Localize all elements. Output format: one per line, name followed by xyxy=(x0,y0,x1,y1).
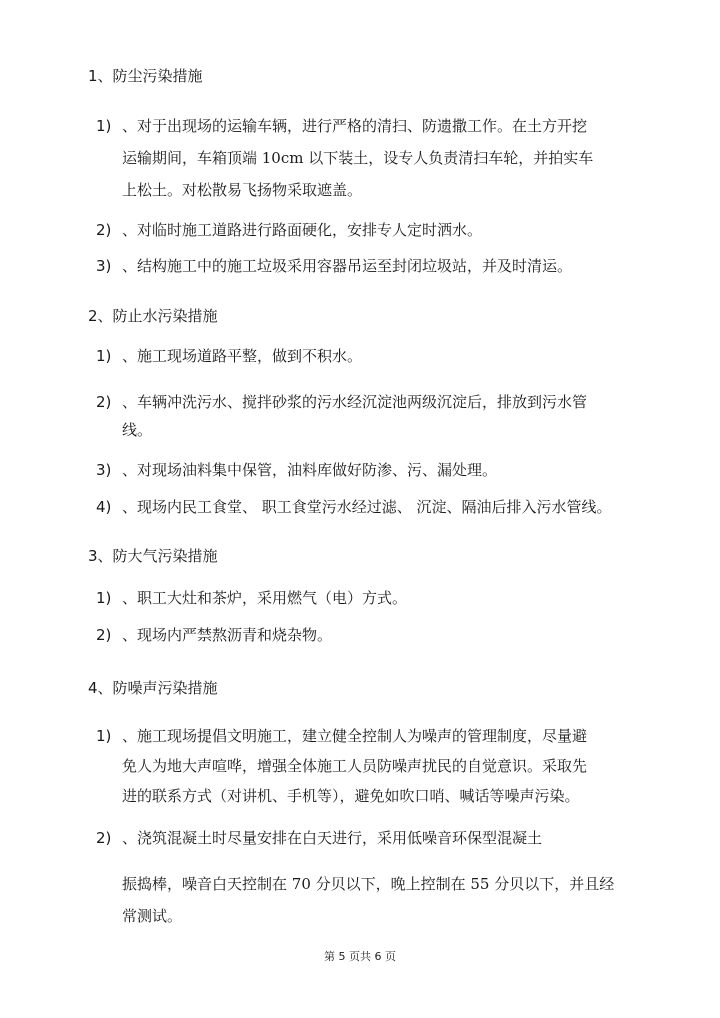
item-text-line: 、施工现场道路平整，做到不积水。 xyxy=(122,347,363,365)
item-number: 1) xyxy=(96,589,112,607)
item-text-line: 上松土。对松散易飞扬物采取遮盖。 xyxy=(122,181,363,199)
item-text-line: 线。 xyxy=(122,421,153,439)
item-text-line: 进的联系方式（对讲机、手机等），避免如吹口哨、喊话等噪声污染。 xyxy=(122,787,580,805)
item-number: 1) xyxy=(96,117,112,135)
item-text-line: 、对于出现场的运输车辆，进行严格的清扫、防遗撒工作。在土方开挖 xyxy=(122,117,588,135)
item-number: 2) xyxy=(96,393,112,411)
item-text-line: 、施工现场提倡文明施工，建立健全控制人为噪声的管理制度，尽量避 xyxy=(122,727,588,745)
item-text-line: 、对临时施工道路进行路面硬化，安排专人定时洒水。 xyxy=(122,221,483,239)
item-text-line: 、现场内严禁熬沥青和烧杂物。 xyxy=(122,626,333,644)
item-number: 3) xyxy=(96,257,112,275)
item-number: 1) xyxy=(96,347,112,365)
item-text-line: 、现场内民工食堂、 职工食堂污水经过滤、 沉淀、隔油后排入污水管线。 xyxy=(122,498,612,516)
item-text-line: 、对现场油料集中保管，油料库做好防渗、污、漏处理。 xyxy=(122,461,498,479)
section-heading: 4、防噪声污染措施 xyxy=(88,679,218,697)
item-text-line: 、职工大灶和茶炉，采用燃气（电）方式。 xyxy=(122,589,408,607)
item-text-line: 、结构施工中的施工垃圾采用容器吊运至封闭垃圾站，并及时清运。 xyxy=(122,257,573,275)
item-number: 1) xyxy=(96,727,112,745)
item-text-line: 、浇筑混凝土时尽量安排在白天进行，采用低噪音环保型混凝土 xyxy=(122,829,543,847)
item-text-line: 免人为地大声喧哗，增强全体施工人员防噪声扰民的自觉意识。采取先 xyxy=(122,757,588,775)
item-text-line: 常测试。 xyxy=(122,907,183,925)
section-heading: 3、防大气污染措施 xyxy=(88,547,218,565)
item-number: 3) xyxy=(96,461,112,479)
item-number: 2) xyxy=(96,626,112,644)
section-heading: 1、防尘污染措施 xyxy=(88,67,203,85)
page-footer: 第 5 页共 6 页 xyxy=(324,950,396,963)
item-text-line: 振捣棒，噪音白天控制在 70 分贝以下，晚上控制在 55 分贝以下，并且经 xyxy=(122,875,615,893)
item-text-line: 、车辆冲洗污水、搅拌砂浆的污水经沉淀池两级沉淀后，排放到污水管 xyxy=(122,393,588,411)
item-number: 2) xyxy=(96,829,112,847)
section-heading: 2、防止水污染措施 xyxy=(88,307,218,325)
item-text-line: 运输期间，车箱顶端 10cm 以下装土，设专人负责清扫车轮，并拍实车 xyxy=(122,149,594,167)
item-number: 2) xyxy=(96,221,112,239)
item-number: 4) xyxy=(96,498,112,516)
